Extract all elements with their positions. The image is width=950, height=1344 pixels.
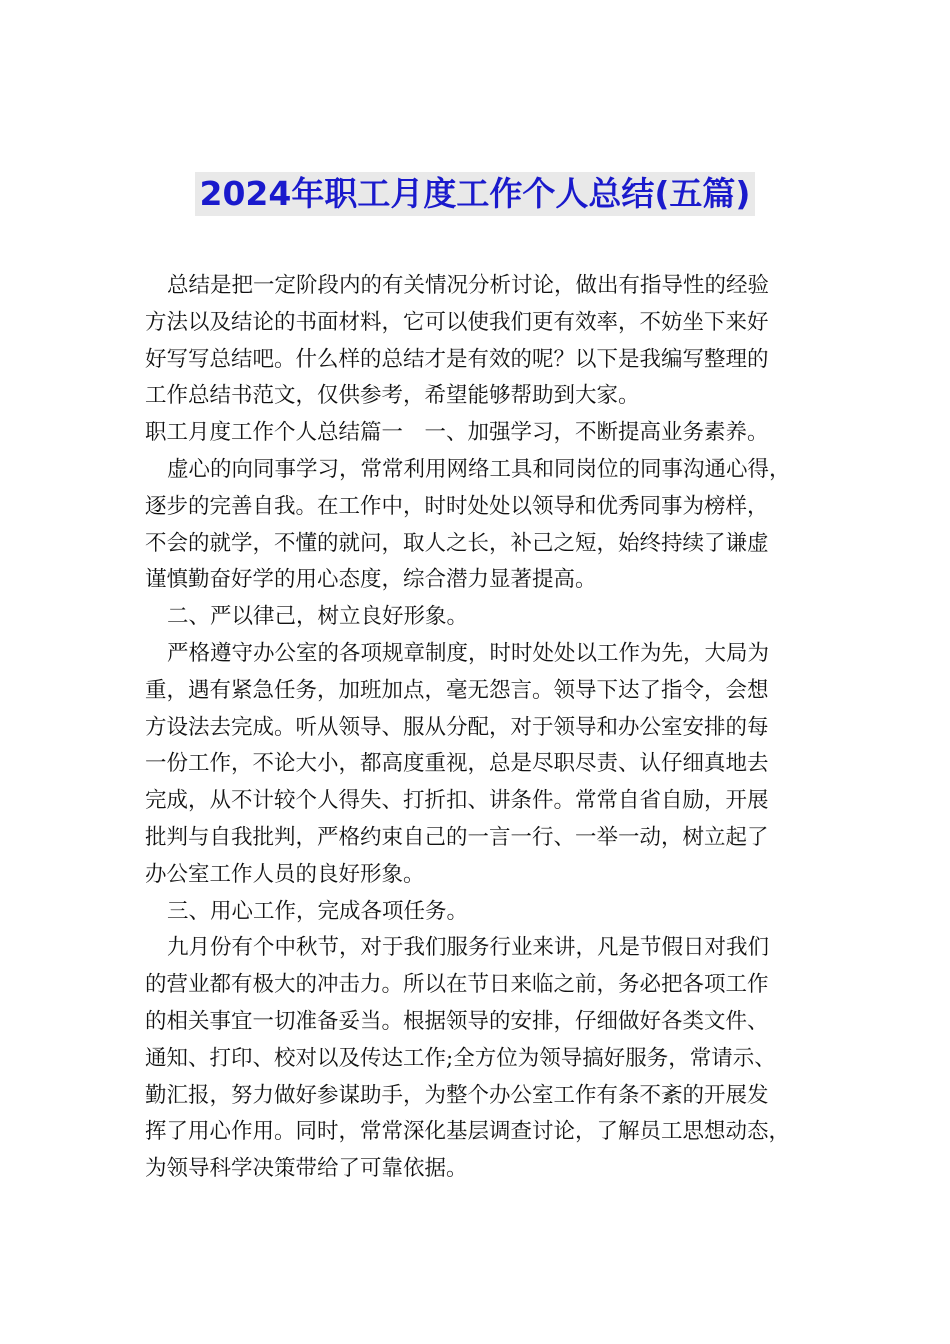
body-text-line: 一份工作，不论大小，都高度重视，总是尽职尽责、认仔细真地去 [145, 751, 769, 777]
body-text-line: 完成，从不计较个人得失、打折扣、讲条件。常常自省自励，开展 [145, 788, 769, 814]
body-text-line: 九月份有个中秋节，对于我们服务行业来讲，凡是节假日对我们 [167, 935, 770, 961]
body-text-line: 不会的就学，不懂的就问，取人之长，补己之短，始终持续了谦虚 [145, 530, 769, 556]
body-text-line: 批判与自我批判，严格约束自己的一言一行、一举一动，树立起了 [145, 824, 769, 850]
body-text-line: 三、用心工作，完成各项任务。 [167, 898, 469, 924]
body-text-line: 好写写总结吧。什么样的总结才是有效的呢？以下是我编写整理的 [145, 346, 769, 372]
body-text-line: 总结是把一定阶段内的有关情况分析讨论，做出有指导性的经验 [167, 273, 770, 298]
title-container [0, 172, 950, 216]
body-text-line: 挥了用心作用。同时，常常深化基层调查讨论，了解员工思想动态， [145, 1119, 791, 1145]
body-text-line: 逐步的完善自我。在工作中，时时处处以领导和优秀同事为榜样， [145, 493, 769, 519]
body-text-line: 虚心的向同事学习，常常利用网络工具和同岗位的同事沟通心得， [167, 456, 791, 482]
body-text-line: 谨慎勤奋好学的用心态度，综合潜力显著提高。 [145, 567, 597, 593]
body-text-line: 职工月度工作个人总结篇一 一、加强学习，不断提高业务素养。 [145, 420, 769, 446]
body-text-line: 工作总结书范文，仅供参考，希望能够帮助到大家。 [145, 383, 640, 409]
body-text-line: 重，遇有紧急任务，加班加点，毫无怨言。领导下达了指令，会想 [145, 677, 769, 703]
body-text-line: 勤汇报，努力做好参谋助手，为整个办公室工作有条不紊的开展发 [145, 1082, 769, 1108]
body-text-line: 方法以及结论的书面材料，它可以使我们更有效率，不妨坐下来好 [145, 309, 769, 335]
document-body [145, 268, 835, 1188]
body-text-line: 通知、打印、校对以及传达工作;全方位为领导搞好服务，常请示、 [145, 1045, 776, 1071]
body-text-line: 的营业都有极大的冲击力。所以在节日来临之前，务必把各项工作 [145, 972, 769, 998]
body-text-line: 二、严以律己，树立良好形象。 [167, 604, 469, 630]
document-title: 2024年职工月度工作个人总结(五篇) [195, 172, 754, 216]
body-text-line: 方设法去完成。听从领导、服从分配，对于领导和办公室安排的每 [145, 714, 769, 740]
body-text-line: 为领导科学决策带给了可靠依据。 [145, 1156, 468, 1182]
body-text-line: 严格遵守办公室的各项规章制度，时时处处以工作为先，大局为 [167, 640, 770, 666]
body-text-line: 办公室工作人员的良好形象。 [145, 861, 425, 887]
body-text-line: 的相关事宜一切准备妥当。根据领导的安排，仔细做好各类文件、 [145, 1008, 769, 1034]
